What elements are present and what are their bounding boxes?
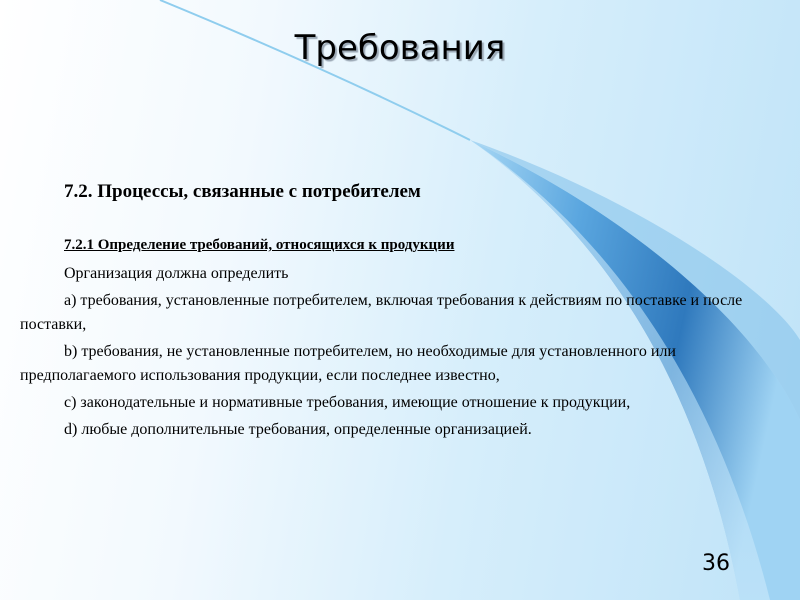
slide-content <box>20 180 772 445</box>
page-number: 36 <box>702 551 730 576</box>
paragraph-intro: Организация должна определить <box>64 265 289 282</box>
paragraph-item-b: b) требования, не установленные потребителем, но необходимые для установленного или предполагаемого использования продукции, если последнее известно, <box>20 343 676 384</box>
paragraph-item-a: a) требования, установленные потребителем, включая требования к действиям по поставке и после поставки, <box>20 292 743 333</box>
slide-title: Требования <box>294 28 506 68</box>
subsection-heading: 7.2.1 Определение требований, относящихся к продукции <box>64 237 455 253</box>
section-heading: 7.2. Процессы, связанные с потребителем <box>64 181 421 202</box>
paragraph-item-d: d) любые дополнительные требования, определенные организацией. <box>64 421 532 438</box>
paragraph-item-c: c) законодательные и нормативные требования, имеющие отношение к продукции, <box>64 394 631 411</box>
